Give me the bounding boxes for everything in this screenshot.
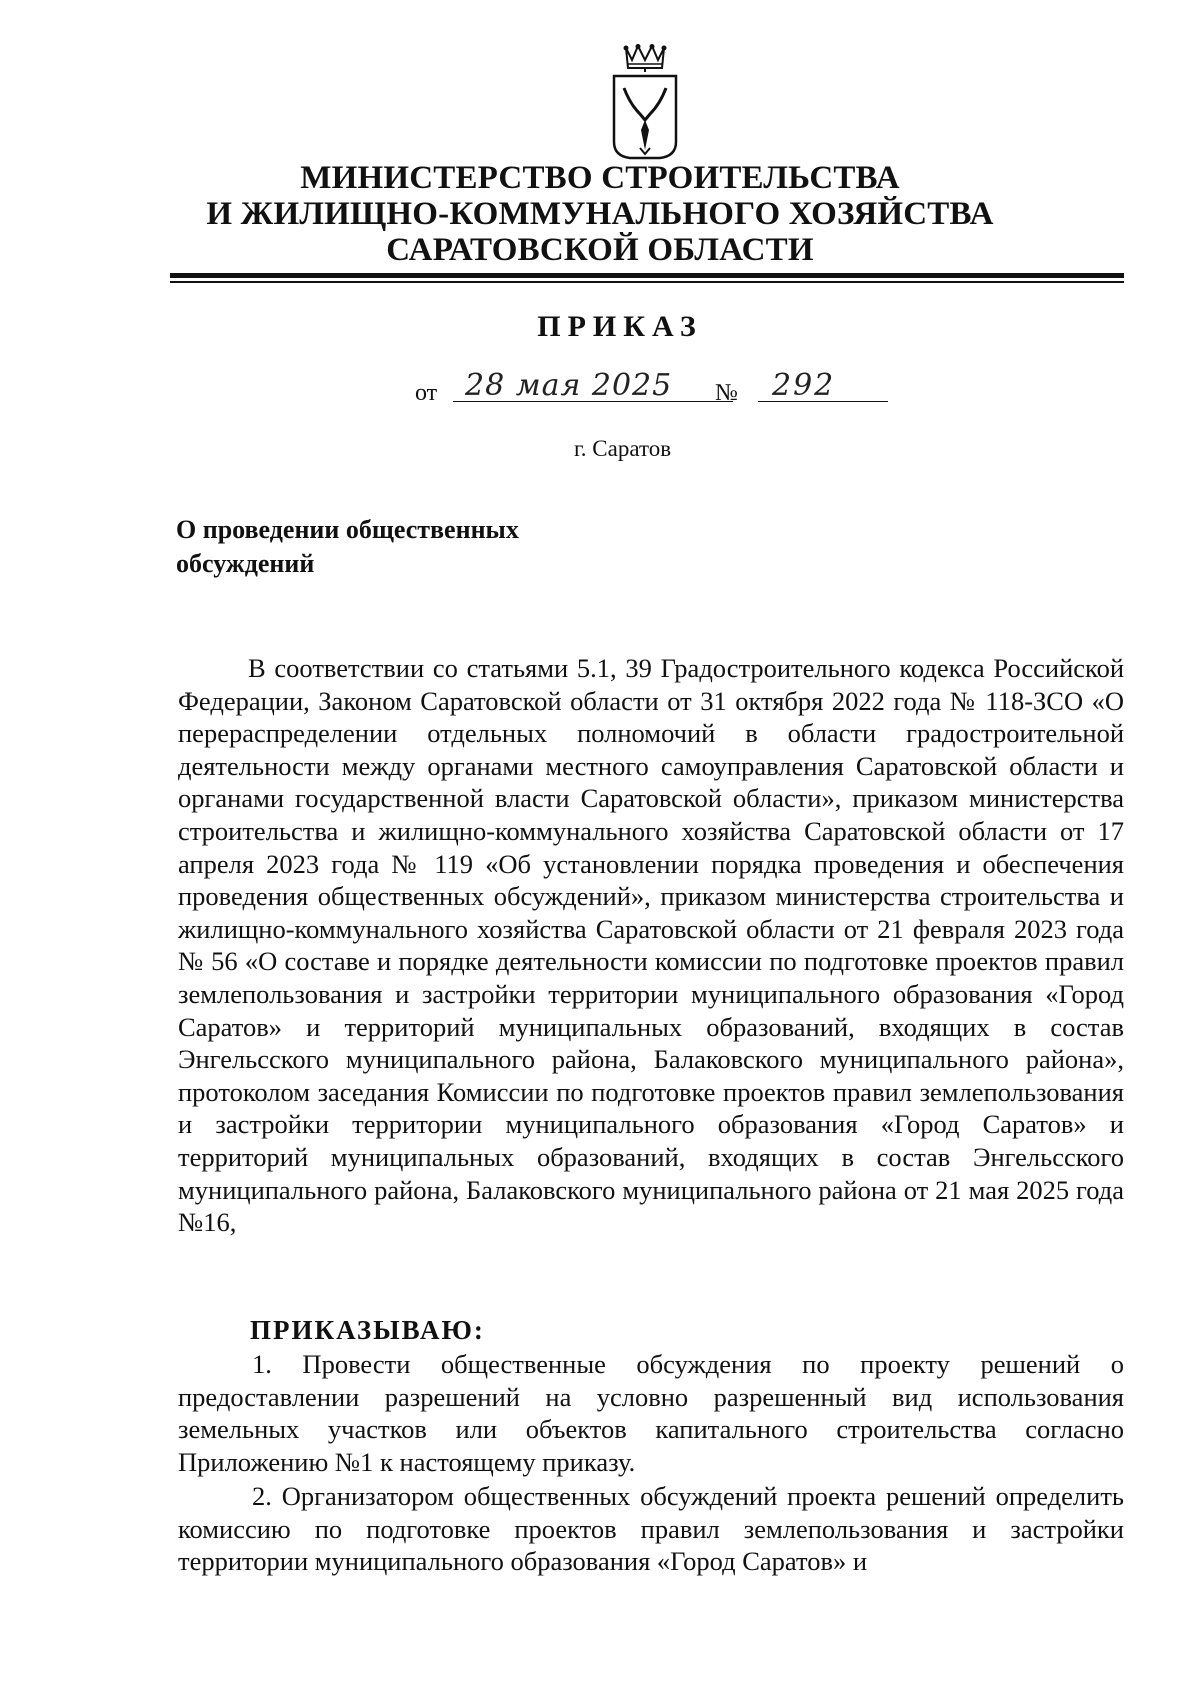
date-prefix: от: [415, 380, 438, 406]
orders-heading: ПРИКАЗЫВАЮ:: [250, 1315, 485, 1345]
saratov-coat-of-arms-icon: [610, 44, 680, 162]
city-label: г. Саратов: [573, 436, 672, 461]
header-divider-thick: [170, 273, 1124, 278]
order-date-handwritten: 28 мая 2025: [453, 368, 733, 402]
order-title: ПРИКАЗ: [537, 310, 703, 343]
order-subject: О проведении общественных обсуждений: [176, 515, 519, 578]
order-item-2: 2. Организатором общественных обсуждений проекта решений определить комиссию по подготовке проектов правил землепользования и застройки территории муниципального образования «Город Саратов» и: [178, 1481, 1124, 1577]
ministry-line-1: МИНИСТЕРСТВО СТРОИТЕЛЬСТВА: [300, 160, 900, 196]
preamble-paragraph: В соответствии со статьями 5.1, 39 Градостроительного кодекса Российской Федерации, Законом Саратовской области от 31 октября 2022 года № 118-ЗСО «О перераспределении отдельных полномочий в области градостроительной деятельности между органами местного самоуправления Саратовской области и органами государственной власти Саратовской области», приказом министерства строительства и жилищно-коммунального хозяйства Саратовской области от 17 апреля 2023 года № 119 «Об установлении порядка проведения и обеспечения проведения общественных обсуждений», приказом министерства строительства и жилищно-коммунального хозяйства Саратовской области от 21 февраля 2023 года № 56 «О составе и порядке деятельности комиссии по подготовке проектов правил землепользования и застройки территории муниципального образования «Город Саратов» и территорий муниципальных образований, входящих в состав Энгельсского муниципального района, Балаковского муниципального района», протоколом заседания Комиссии по подготовке проектов правил землепользования и застройки территории муниципального образования «Город Саратов» и территорий муниципальных образований, входящих в состав Энгельсского муниципального района, Балаковского муниципального района от 21 мая 2025 года №16,: [178, 653, 1124, 1238]
ministry-name: [160, 160, 1040, 268]
header-divider-thin: [170, 281, 1124, 283]
ministry-line-2: И ЖИЛИЩНО-КОММУНАЛЬНОГО ХОЗЯЙСТВА: [206, 196, 994, 232]
number-prefix: №: [715, 380, 738, 406]
ministry-line-3: САРАТОВСКОЙ ОБЛАСТИ: [386, 232, 814, 268]
order-item-1: 1. Провести общественные обсуждения по проекту решений о предоставлении разрешений на условно разрешенный вид использования земельных участков или объектов капитального строительства согласно Приложению №1 к настоящему приказу.: [178, 1349, 1124, 1477]
order-date-line: [415, 368, 895, 412]
order-number-handwritten: 292: [758, 368, 888, 402]
